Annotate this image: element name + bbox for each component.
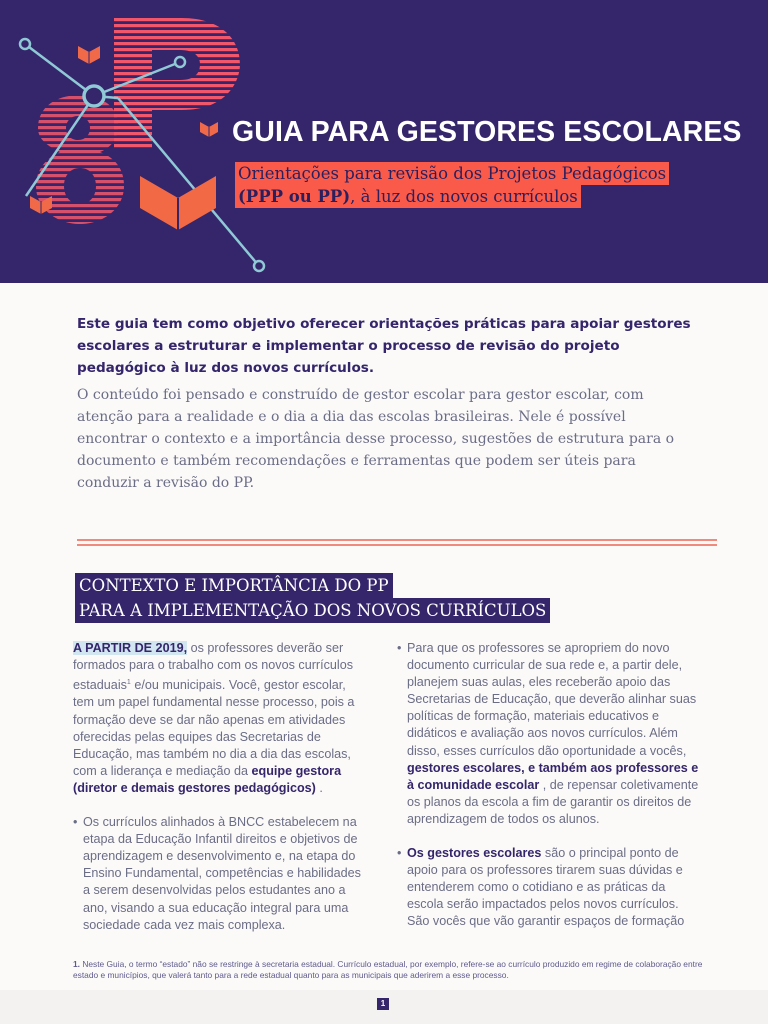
- date-highlight: A PARTIR DE 2019,: [73, 641, 188, 655]
- intro-body: O conteúdo foi pensado e construído de gestor escolar para gestor escolar, com atenção para a realidade e o dia a dia das escolas brasileiras. Nele é possível encontrar o contexto e a importância desse processo, sugestões de estrutura para o documento e também recomendações e ferramentas que podem ser úteis para conduzir a revisão do PP.: [77, 387, 675, 491]
- bullet-text: Para que os professores se apropriem do novo documento curricular de sua rede e, a partir dele, planejem suas aulas, eles receberão apoio das Secretarias de Educação, que deverão alinhar suas políticas de formação, materiais educativos e didáticos e avaliação aos novos currículos. Além disso, esses currículos dão oportunidade a vocês,: [407, 641, 697, 758]
- letter-p-stripes-icon: [114, 18, 240, 150]
- intro-lead: Este guia tem como objetivo oferecer orientações práticas para apoiar gestores escolares a estruturar e implementar o processo de revisão do projeto pedagógico à luz dos novos currículos.: [77, 316, 691, 376]
- text: e/ou municipais. Você, gestor escolar, tem um papel fundamental nesse processo, pois a formação deve se dar não apenas em atividades oferecidas pelas equipes das Secretarias de Educação, mas também no dia a dia das escolas, com a liderança e mediação da: [73, 678, 355, 778]
- book-icon: [200, 122, 218, 137]
- subtitle-text-2: , à luz dos novos currículos: [350, 187, 578, 206]
- bullet-icon: •: [397, 641, 402, 655]
- text: os professores deverão ser formados para o trabalho com os novos currículos estaduais: [73, 641, 353, 693]
- subtitle-text-1: Orientações para revisão dos Projetos Pedagógicos: [238, 164, 667, 183]
- book-icon: [78, 46, 100, 64]
- paragraph: [73, 640, 365, 797]
- text: .: [315, 780, 323, 795]
- section-heading-line-1: CONTEXTO E IMPORTÂNCIA DO PP: [75, 573, 393, 598]
- subtitle-bold: (PPP ou PP): [238, 187, 351, 206]
- header-banner: [0, 0, 768, 283]
- page-title: GUIA PARA GESTORES ESCOLARES: [232, 116, 742, 148]
- book-icon: [140, 176, 216, 230]
- list-item: [73, 814, 365, 934]
- subtitle: [235, 162, 669, 208]
- footnote-text: Neste Guia, o termo “estado” não se restringe à secretaria estadual. Currículo estadual, por exemplo, refere-se ao currículo produzido em regime de colaboração entre estado e municípios, que valerá tanto para a rede estadual quanto para as municipais que aderirem a esse processo.: [73, 959, 703, 980]
- subtitle-line-1: [235, 162, 669, 185]
- footnote-ref: 1: [126, 679, 131, 687]
- bullet-text: , de repensar coletivamente os planos da escola a fim de garantir os direitos de aprendizagem de todos os alunos.: [407, 777, 699, 826]
- divider: [77, 539, 717, 546]
- bold-text: gestores escolares, e também aos professores e à comunidade escolar: [407, 760, 699, 792]
- right-column: [397, 640, 701, 931]
- list-item: [397, 640, 701, 828]
- left-column: [73, 640, 365, 934]
- section-heading-line-2: PARA A IMPLEMENTAÇÃO DOS NOVOS CURRÍCULOS: [75, 598, 550, 623]
- footnote-number: 1.: [73, 959, 80, 969]
- intro: [77, 313, 697, 494]
- bullet-text: são o principal ponto de apoio para os professores tirarem suas dúvidas e entenderem como o cotidiano e as práticas da escola serão impactados pelos novos currículos. São vocês que vão garantir espaços de formação: [407, 846, 685, 929]
- subtitle-line-2: [235, 185, 581, 208]
- bullet-icon: •: [397, 846, 402, 861]
- section-heading: [75, 573, 550, 623]
- bold-text: Os gestores escolares: [407, 846, 542, 861]
- bullet-icon: •: [73, 815, 78, 830]
- list-item: [397, 845, 701, 930]
- page-number: 1: [377, 998, 389, 1010]
- bullet-text: Os currículos alinhados à BNCC estabelecem na etapa da Educação Infantil direitos e objetivos de aprendizagem e desenvolvimento e, na etapa do Ensino Fundamental, competências e habilidades a serem desenvolvidas pelos estudantes ano a ano, visando a sua educação integral para uma sociedade cada vez mais complexa.: [83, 815, 361, 932]
- footnote: [73, 959, 713, 981]
- bold-text: equipe gestora (diretor e demais gestores pedagógicos): [73, 763, 342, 795]
